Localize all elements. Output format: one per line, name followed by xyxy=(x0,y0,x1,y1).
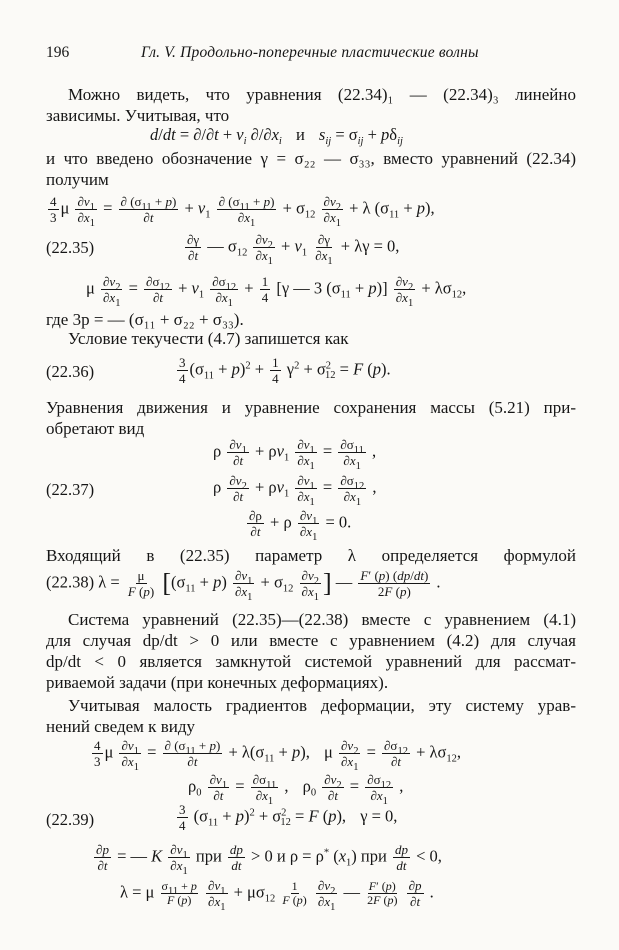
page-number: 196 xyxy=(46,44,70,61)
paragraph-line: и что введено обозначение γ = σ₂₂ — σ₃₃, вместо уравнений (22.34) xyxy=(46,149,576,168)
paragraph-line: нений сведем к виду xyxy=(46,717,195,736)
paragraph-line: dp/dt < 0 является замкнутой системой уравнений для рассмат- xyxy=(46,652,576,671)
paragraph-line: Входящий в (22.35) параметр λ определяется формулой xyxy=(46,546,576,565)
word-when: при xyxy=(195,846,222,866)
paragraph-line: Учитывая малость градиентов деформации, эту систему урав- xyxy=(68,696,576,715)
paragraph-line: где 3p = — (σ₁₁ + σ₂₂ + σ₃₃). xyxy=(46,310,244,329)
paragraph-line: получим xyxy=(46,170,109,189)
equation-label: (22.39) xyxy=(46,810,95,829)
paragraph-line: риваемой задачи (при конечных деформациях). xyxy=(46,673,389,692)
equation-2239-d: $\frac{\partial p}{\partial t}$ = — K $\frac{\partial v_1}{\partial x_1}$ при $\frac{dp}{dt}$ > 0 и ρ = ρ* $(x_1)$ при $\frac{dp}{dt}$ < 0, xyxy=(96,842,442,877)
equation-label: (22.36) xyxy=(46,362,95,381)
equation-label: (22.35) xyxy=(46,238,95,257)
word-and: и xyxy=(295,125,305,144)
paragraph-line: Можно видеть, что уравнения (22.34)₁ — (22.34)₃ линейно xyxy=(68,85,576,104)
equation-label: (22.37) xyxy=(46,480,95,499)
paragraph-line: для случая dp/dt > 0 или вместе с уравнением (4.2) для случая xyxy=(46,631,576,650)
paragraph-line: Условие текучести (4.7) запишется как xyxy=(68,329,349,348)
paragraph-line: обретают вид xyxy=(46,419,145,438)
equation-2235-c: μ $\frac{\partial v_2}{\partial x_1}$ = $\frac{\partial\sigma_{12}}{\partial t}$ + $v_1$ $\frac{\partial\sigma_{12}}{\partial x_1}$ + $\frac{1}{4}$ [γ — 3 $(\sigma_{11} + p)$] $\frac{\partial v_2}{\partial x_1}$ + $\lambda\sigma_{12}$, xyxy=(86,274,467,309)
equation-label: (22.38) xyxy=(46,572,95,592)
equation-2239-a: $\frac{4}{3}$ μ $\frac{\partial v_1}{\partial x_1}$ = $\frac{\partial (\sigma_{11} + p)}{\partial t}$ + $\lambda(\sigma_{11} + p)$, μ $\frac{\partial v_2}{\partial x_1}$ = $\frac{\partial\sigma_{12}}{\partial t}$ + $\lambda\sigma_{12}$, xyxy=(94,738,462,773)
equation-2235-a: $\frac{4}{3}$ μ $\frac{\partial v_1}{\partial x_1}$ = $\frac{\partial (\sigma_{11} + p)}{\partial t}$ + $v_1$ $\frac{\partial (\sigma_{11} + p)}{\partial x_1}$ + $\sigma_{12}$ $\frac{\partial v_2}{\partial x_1}$ + λ $(\sigma_{11} + p)$, xyxy=(50,194,435,229)
paragraph-line: Система уравнений (22.35)—(22.38) вместе с уравнением (4.1) xyxy=(68,610,576,629)
equation-2239-e: λ = μ $\frac{\sigma_{11} + p}{F (p)}$ $\frac{\partial v_1}{\partial x_1}$ + $\mu\sigma_{12}$ $\frac{1}{F (p)}$ $\frac{\partial v_2}{\partial x_1}$ — $\frac{F' (p)}{2F (p)}$ $\frac{\partial p}{\partial t}$ . xyxy=(120,878,434,913)
equation-2236: $\frac{3}{4}$ $(\sigma_{11} + p)^2$ + $\frac{1}{4}$ $\gamma^2 + \sigma^2_{12} = F$ (p). xyxy=(179,355,391,386)
equation-2235-b: $\frac{\partial\gamma}{\partial t}$ — $\sigma_{12}$ $\frac{\partial v_2}{\partial x_1}$ + $v_1$ $\frac{\partial\gamma}{\partial x_1}$ + λγ = 0, xyxy=(187,232,400,267)
word-when: при xyxy=(360,846,387,866)
equation-2238: (22.38) λ = $\frac{\mu}{F (p)}$ [$(\sigma_{11} + p)$ $\frac{\partial v_1}{\partial x_1}$ + $\sigma_{12}$ $\frac{\partial v_2}{\partial x_1}$ ] — $\frac{F' (p) (dp/dt)}{2F (p)}$ . xyxy=(46,568,441,603)
equation-2239-b: $\rho_0$ $\frac{\partial v_1}{\partial t}$ = $\frac{\partial\sigma_{11}}{\partial x_1}$ , $\rho_0$ $\frac{\partial v_2}{\partial t}$ = $\frac{\partial\sigma_{12}}{\partial x_1}$ , xyxy=(188,772,404,807)
paragraph-line: Уравнения движения и уравнение сохранения массы (5.21) при- xyxy=(46,398,576,417)
word-and: и xyxy=(276,846,286,866)
equation-2237-c: $\frac{\partial\rho}{\partial t}$ + ρ $\frac{\partial v_1}{\partial x_1}$ = 0. xyxy=(249,508,352,543)
equation-2237-a: ρ $\frac{\partial v_1}{\partial t}$ + $\rho v_1$ $\frac{\partial v_1}{\partial x_1}$ = $\frac{\partial\sigma_{11}}{\partial x_1}$ , xyxy=(213,437,377,472)
paragraph-line: зависимы. Учитывая, что xyxy=(46,106,230,125)
equation-2239-c: $\frac{3}{4}$ $(\sigma_{11} + p)^2 + \sigma^2_{12} = F$ (p), γ = 0, xyxy=(179,802,398,833)
equation-2237-b: ρ $\frac{\partial v_2}{\partial t}$ + $\rho v_1$ $\frac{\partial v_1}{\partial x_1}$ = $\frac{\partial\sigma_{12}}{\partial x_1}$ , xyxy=(213,473,377,508)
running-title: Гл. V. Продольно-поперечные пластические волны xyxy=(141,44,479,61)
equation-total-derivative: $d/dt = \partial/\partial t + v_i$ $\partial/\partial x_i$ и $s_{ij} = \sigma_{ij} + p\delta_{ij}$ xyxy=(150,125,403,147)
